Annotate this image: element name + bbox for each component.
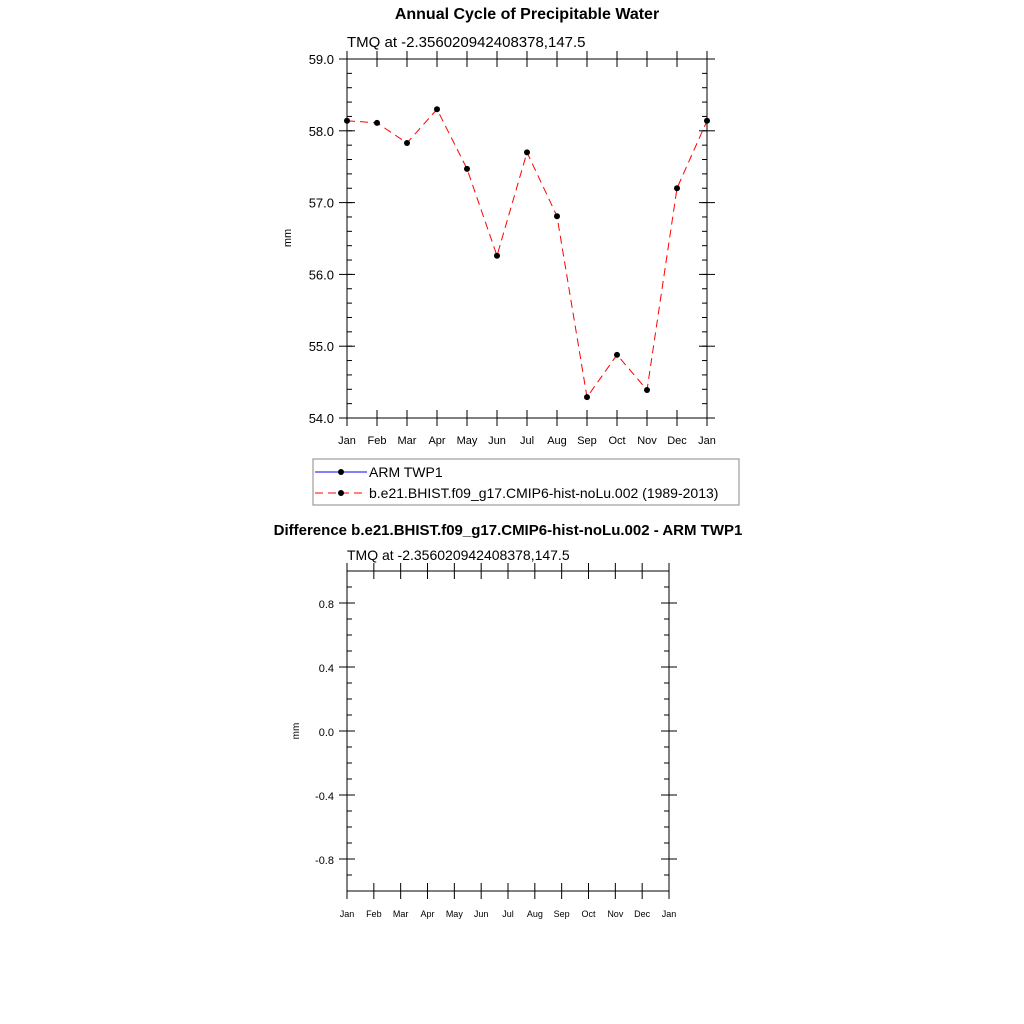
x-tick-label: Sep — [553, 909, 570, 919]
x-tick-label: Oct — [608, 435, 626, 447]
x-tick-label: Jun — [473, 909, 489, 919]
y-tick-label: 56.0 — [308, 267, 334, 283]
y-tick-label: -0.4 — [315, 791, 334, 803]
data-point — [494, 253, 500, 259]
data-point — [344, 118, 350, 124]
x-tick-label: Mar — [397, 435, 417, 447]
x-tick-label: Jan — [338, 435, 356, 447]
data-point — [464, 166, 470, 172]
y-tick-label: 54.0 — [308, 411, 334, 426]
x-tick-label: Oct — [581, 909, 596, 919]
x-tick-label: Jan — [698, 435, 716, 447]
x-tick-label: May — [445, 909, 463, 919]
bottom-plot — [315, 563, 677, 919]
x-tick-label: Apr — [428, 435, 446, 447]
chart-title-top: Annual Cycle of Precipitable Water — [394, 6, 660, 23]
x-tick-label: Nov — [637, 435, 657, 447]
y-tick-label: 58.0 — [308, 123, 334, 139]
legend — [313, 459, 739, 505]
y-tick-label: -0.8 — [315, 855, 334, 867]
data-point — [704, 118, 710, 124]
y-tick-label: 59.0 — [308, 52, 334, 67]
y-tick-label: 0.0 — [318, 727, 334, 739]
data-point — [644, 387, 650, 393]
data-point — [374, 120, 380, 126]
data-point — [554, 213, 560, 219]
chart-subtitle-top: TMQ at -2.356020942408378,147.5 — [347, 34, 586, 51]
plot-frame — [347, 571, 669, 891]
x-tick-label: Sep — [577, 435, 597, 447]
data-point — [434, 106, 440, 112]
top-plot — [309, 51, 716, 447]
x-tick-label: Feb — [366, 909, 382, 919]
x-tick-label: Mar — [392, 909, 409, 919]
x-tick-label: May — [456, 435, 478, 447]
legend-marker-arm — [338, 469, 344, 475]
data-point — [584, 394, 590, 400]
chart-subtitle-bottom: TMQ at -2.356020942408378,147.5 — [347, 547, 570, 563]
data-point — [674, 185, 680, 191]
x-tick-label: Jul — [519, 435, 535, 447]
data-point — [404, 140, 410, 146]
x-tick-label: Dec — [634, 909, 651, 919]
ylabel-top: mm — [282, 228, 294, 248]
y-tick-label: 0.8 — [318, 599, 334, 611]
data-point — [614, 352, 620, 358]
y-tick-label: 0.4 — [318, 663, 334, 675]
x-tick-label: Jan — [661, 909, 677, 919]
y-tick-label: 57.0 — [308, 195, 334, 211]
legend-label-model: b.e21.BHIST.f09_g17.CMIP6-hist-noLu.002 (1989-2013) — [369, 485, 719, 501]
x-tick-label: Feb — [367, 435, 387, 447]
x-tick-label: Jan — [339, 909, 355, 919]
plot-frame — [347, 59, 707, 418]
legend-label-arm: ARM TWP1 — [369, 464, 443, 480]
y-tick-label: 55.0 — [308, 339, 334, 355]
x-tick-label: Apr — [420, 909, 435, 919]
chart-title-bottom: Difference b.e21.BHIST.f09_g17.CMIP6-hist-noLu.002 - ARM TWP1 — [273, 522, 743, 539]
x-tick-label: Dec — [667, 435, 687, 447]
x-tick-label: Nov — [607, 909, 624, 919]
x-tick-label: Aug — [526, 909, 543, 919]
x-tick-label: Aug — [547, 435, 567, 447]
data-point — [524, 149, 530, 155]
legend-marker-model — [338, 490, 344, 496]
ylabel-bottom: mm — [291, 722, 302, 740]
x-tick-label: Jun — [488, 435, 506, 447]
x-tick-label: Jul — [502, 909, 514, 919]
